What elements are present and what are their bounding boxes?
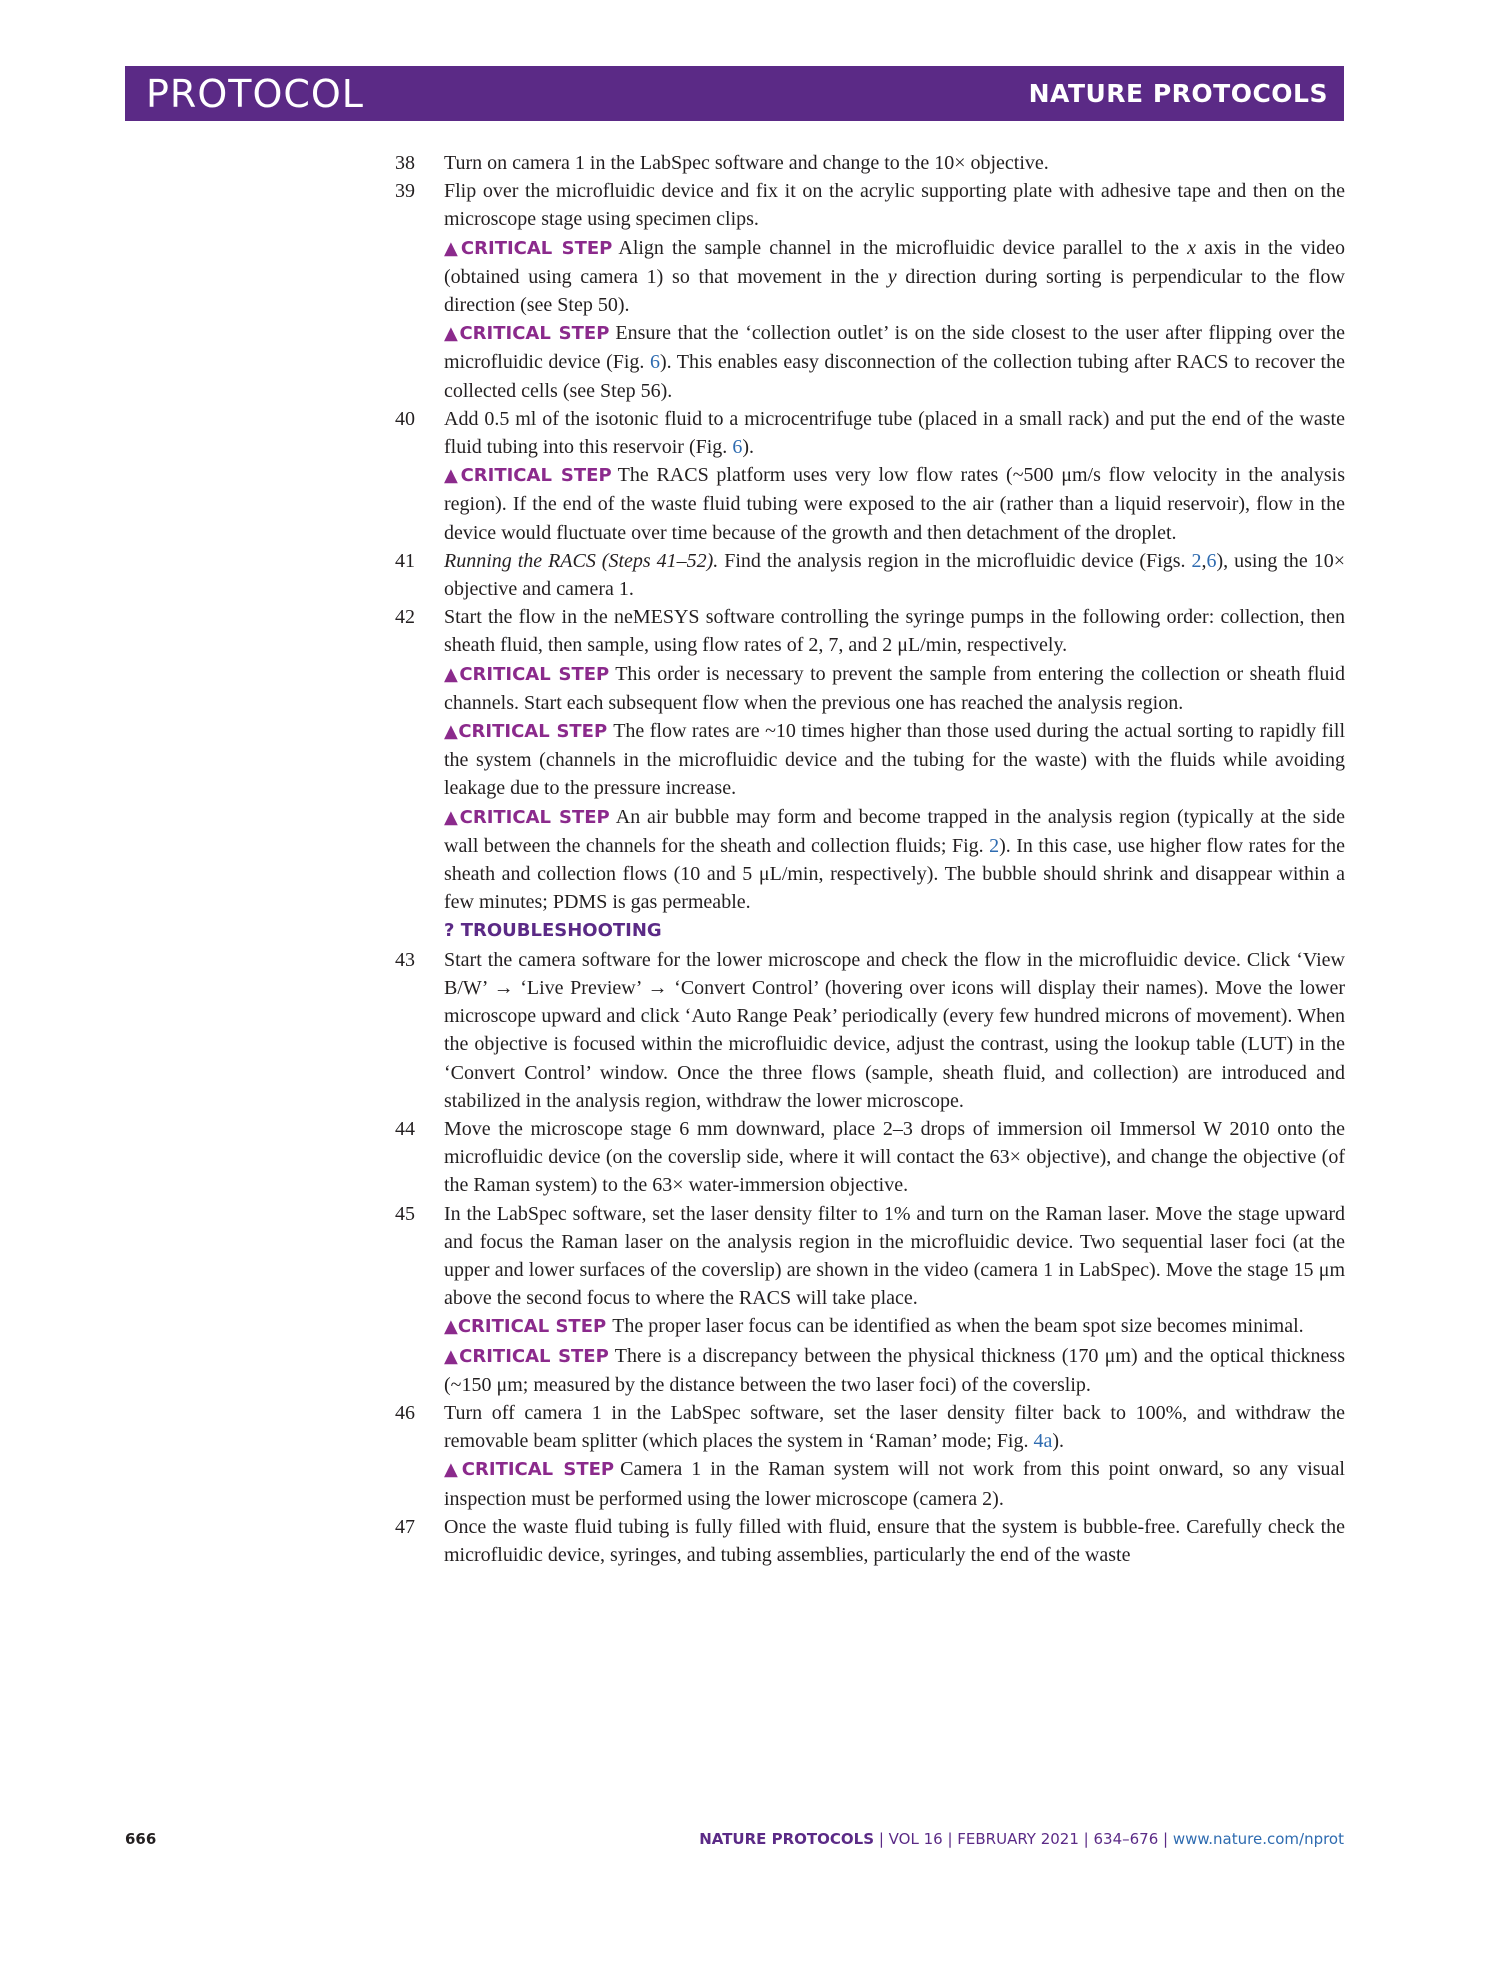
critical-step-label: ▲CRITICAL STEP: [444, 663, 610, 685]
step-text: Running the RACS (Steps 41–52). Find the analysis region in the microfluidic device (Figs. 2,6), using the 10× objective and camera 1.: [444, 549, 1345, 601]
step-text: Start the flow in the neMESYS software controlling the syringe pumps in the following order: collection, then sheath fluid, then sample, using flow rates of 2, 7, and 2 μL/min, respectively.: [444, 606, 1345, 657]
step-number: 42: [395, 606, 415, 629]
page-number: 666: [125, 1830, 157, 1848]
step-text: Move the microscope stage 6 mm downward, place 2–3 drops of immersion oil Immersol W 2010 onto the microfluidic device (on the coverslip side, where it will contact the 63× objective), and change the objective (of the Raman system) to the 63× water-immersion objective.: [444, 1117, 1345, 1197]
step-text: Flip over the microfluidic device and fix it on the acrylic supporting plate with adhesive tape and then on the microscope stage using specimen clips.: [444, 180, 1345, 231]
step-44: [395, 1115, 1345, 1200]
critical-step-note: ▲CRITICAL STEP This order is necessary to prevent the sample from entering the collection or sheath fluid channels. Start each subsequent flow when the previous one has reached the analysis region.: [444, 662, 1345, 714]
figure-link[interactable]: 2: [989, 834, 1000, 857]
header-bar: [125, 66, 1344, 121]
troubleshooting-label: ? TROUBLESHOOTING: [444, 920, 662, 942]
critical-step-label: ▲CRITICAL STEP: [444, 1345, 609, 1367]
step-number: 46: [395, 1401, 415, 1424]
step-text: Start the camera software for the lower microscope and check the flow in the microfluidic device. Click ‘View B/W’ → ‘Live Preview’ → ‘Convert Control’ (hovering over icons will display their names). Move the lower microscope upward and click ‘Auto Range Peak’ periodically (every few hundred microns of movement). When the objective is focused within the microfluidic device, adjust the contrast, using the lookup table (LUT) in the ‘Convert Control’ window. Once the three flows (sample, sheath fluid, and collection) are introduced and stabilized in the analysis region, withdraw the lower microscope.: [444, 948, 1345, 1112]
step-43: [395, 946, 1345, 1115]
critical-step-note: ▲CRITICAL STEP Ensure that the ‘collection outlet’ is on the side closest to the user after flipping over the microfluidic device (Fig. 6). This enables easy disconnection of the collection tubing after RACS to recover the collected cells (see Step 56).: [444, 322, 1345, 402]
critical-step-note: ▲CRITICAL STEP An air bubble may form and become trapped in the analysis region (typically at the side wall between the channels for the sheath and collection fluids; Fig. 2). In this case, use higher flow rates for the sheath and collection flows (10 and 5 μL/min, respectively). The bubble should shrink and disappear within a few minutes; PDMS is gas permeable.: [444, 805, 1346, 914]
critical-step-note: ▲CRITICAL STEP The proper laser focus can be identified as when the beam spot size becomes minimal.: [444, 1315, 1304, 1338]
critical-step-label: ▲CRITICAL STEP: [444, 721, 608, 743]
step-40: [395, 405, 1345, 547]
journal-label: NATURE PROTOCOLS: [1028, 79, 1328, 108]
step-number: 40: [395, 407, 415, 430]
critical-step-note: ▲CRITICAL STEP The flow rates are ~10 times higher than those used during the actual sorting to rapidly fill the system (channels in the microfluidic device and the tubing for the waste) with the fluids while avoiding leakage due to the pressure increase.: [444, 720, 1345, 800]
critical-step-note: ▲CRITICAL STEP Align the sample channel in the microfluidic device parallel to the x axis in the video (obtained using camera 1) so that movement in the y direction during sorting is perpendicular to the flow direction (see Step 50).: [444, 236, 1345, 317]
step-38: [395, 149, 1345, 177]
step-46: [395, 1399, 1345, 1513]
step-42: [395, 603, 1345, 945]
step-number: 39: [395, 180, 415, 203]
step-47: [395, 1513, 1345, 1569]
critical-step-label: ▲CRITICAL STEP: [444, 1459, 615, 1481]
step-39: [395, 177, 1345, 405]
step-45: [395, 1200, 1345, 1399]
critical-step-note: ▲CRITICAL STEP There is a discrepancy between the physical thickness (170 μm) and the optical thickness (~150 μm; measured by the distance between the two laser foci) of the coverslip.: [444, 1344, 1345, 1396]
journal-url-link[interactable]: www.nature.com/nprot: [1172, 1830, 1344, 1848]
step-text: Once the waste fluid tubing is fully filled with fluid, ensure that the system is bubble-free. Carefully check the microfluidic device, syringes, and tubing assemblies, particularly the end of the waste: [444, 1515, 1345, 1566]
section-heading: Running the RACS (Steps 41–52).: [444, 549, 719, 572]
figure-link[interactable]: 2: [1191, 549, 1202, 572]
protocol-steps: [395, 149, 1345, 1569]
figure-link[interactable]: 6: [1206, 549, 1217, 572]
page-footer: [125, 1830, 1344, 1854]
step-number: 45: [395, 1202, 415, 1225]
step-text: Add 0.5 ml of the isotonic fluid to a microcentrifuge tube (placed in a small rack) and put the end of the waste fluid tubing into this reservoir (Fig. 6).: [444, 407, 1345, 459]
step-number: 38: [395, 152, 415, 174]
critical-step-label: ▲CRITICAL STEP: [444, 465, 612, 487]
step-41: [395, 547, 1345, 603]
figure-link[interactable]: 6: [732, 436, 743, 459]
step-number: 43: [395, 948, 415, 971]
citation-line: NATURE PROTOCOLS | VOL 16 | FEBRUARY 2021 | 634–676 | www.nature.com/nprot: [699, 1830, 1344, 1848]
critical-step-note: ▲CRITICAL STEP The RACS platform uses very low flow rates (~500 μm/s flow velocity in the analysis region). If the end of the waste fluid tubing were exposed to the air (rather than a liquid reservoir), flow in the device would fluctuate over time because of the growth and then detachment of the droplet.: [444, 464, 1345, 544]
step-number: 41: [395, 549, 415, 572]
step-text: In the LabSpec software, set the laser density filter to 1% and turn on the Raman laser. Move the stage upward and focus the Raman laser on the analysis region in the microfluidic device. Two sequential laser foci (at the upper and lower surfaces of the coverslip) are shown in the video (camera 1 in LabSpec). Move the stage 15 μm above the second focus to where the RACS will take place.: [444, 1202, 1345, 1310]
critical-step-label: ▲CRITICAL STEP: [444, 237, 613, 259]
critical-step-note: ▲CRITICAL STEP Camera 1 in the Raman system will not work from this point onward, so any visual inspection must be performed using the lower microscope (camera 2).: [444, 1458, 1345, 1510]
step-number: 47: [395, 1515, 415, 1538]
step-number: 44: [395, 1117, 415, 1140]
figure-link[interactable]: 6: [649, 351, 660, 374]
step-text: Turn on camera 1 in the LabSpec software and change to the 10× objective.: [444, 152, 1049, 174]
step-text: Turn off camera 1 in the LabSpec software, set the laser density filter back to 100%, and withdraw the removable beam splitter (which places the system in ‘Raman’ mode; Fig. 4a).: [444, 1401, 1345, 1453]
figure-link[interactable]: 4a: [1033, 1430, 1053, 1453]
critical-step-label: ▲CRITICAL STEP: [444, 323, 610, 345]
critical-step-label: ▲CRITICAL STEP: [444, 806, 610, 828]
critical-step-label: ▲CRITICAL STEP: [444, 1316, 607, 1338]
section-label: PROTOCOL: [146, 71, 364, 116]
